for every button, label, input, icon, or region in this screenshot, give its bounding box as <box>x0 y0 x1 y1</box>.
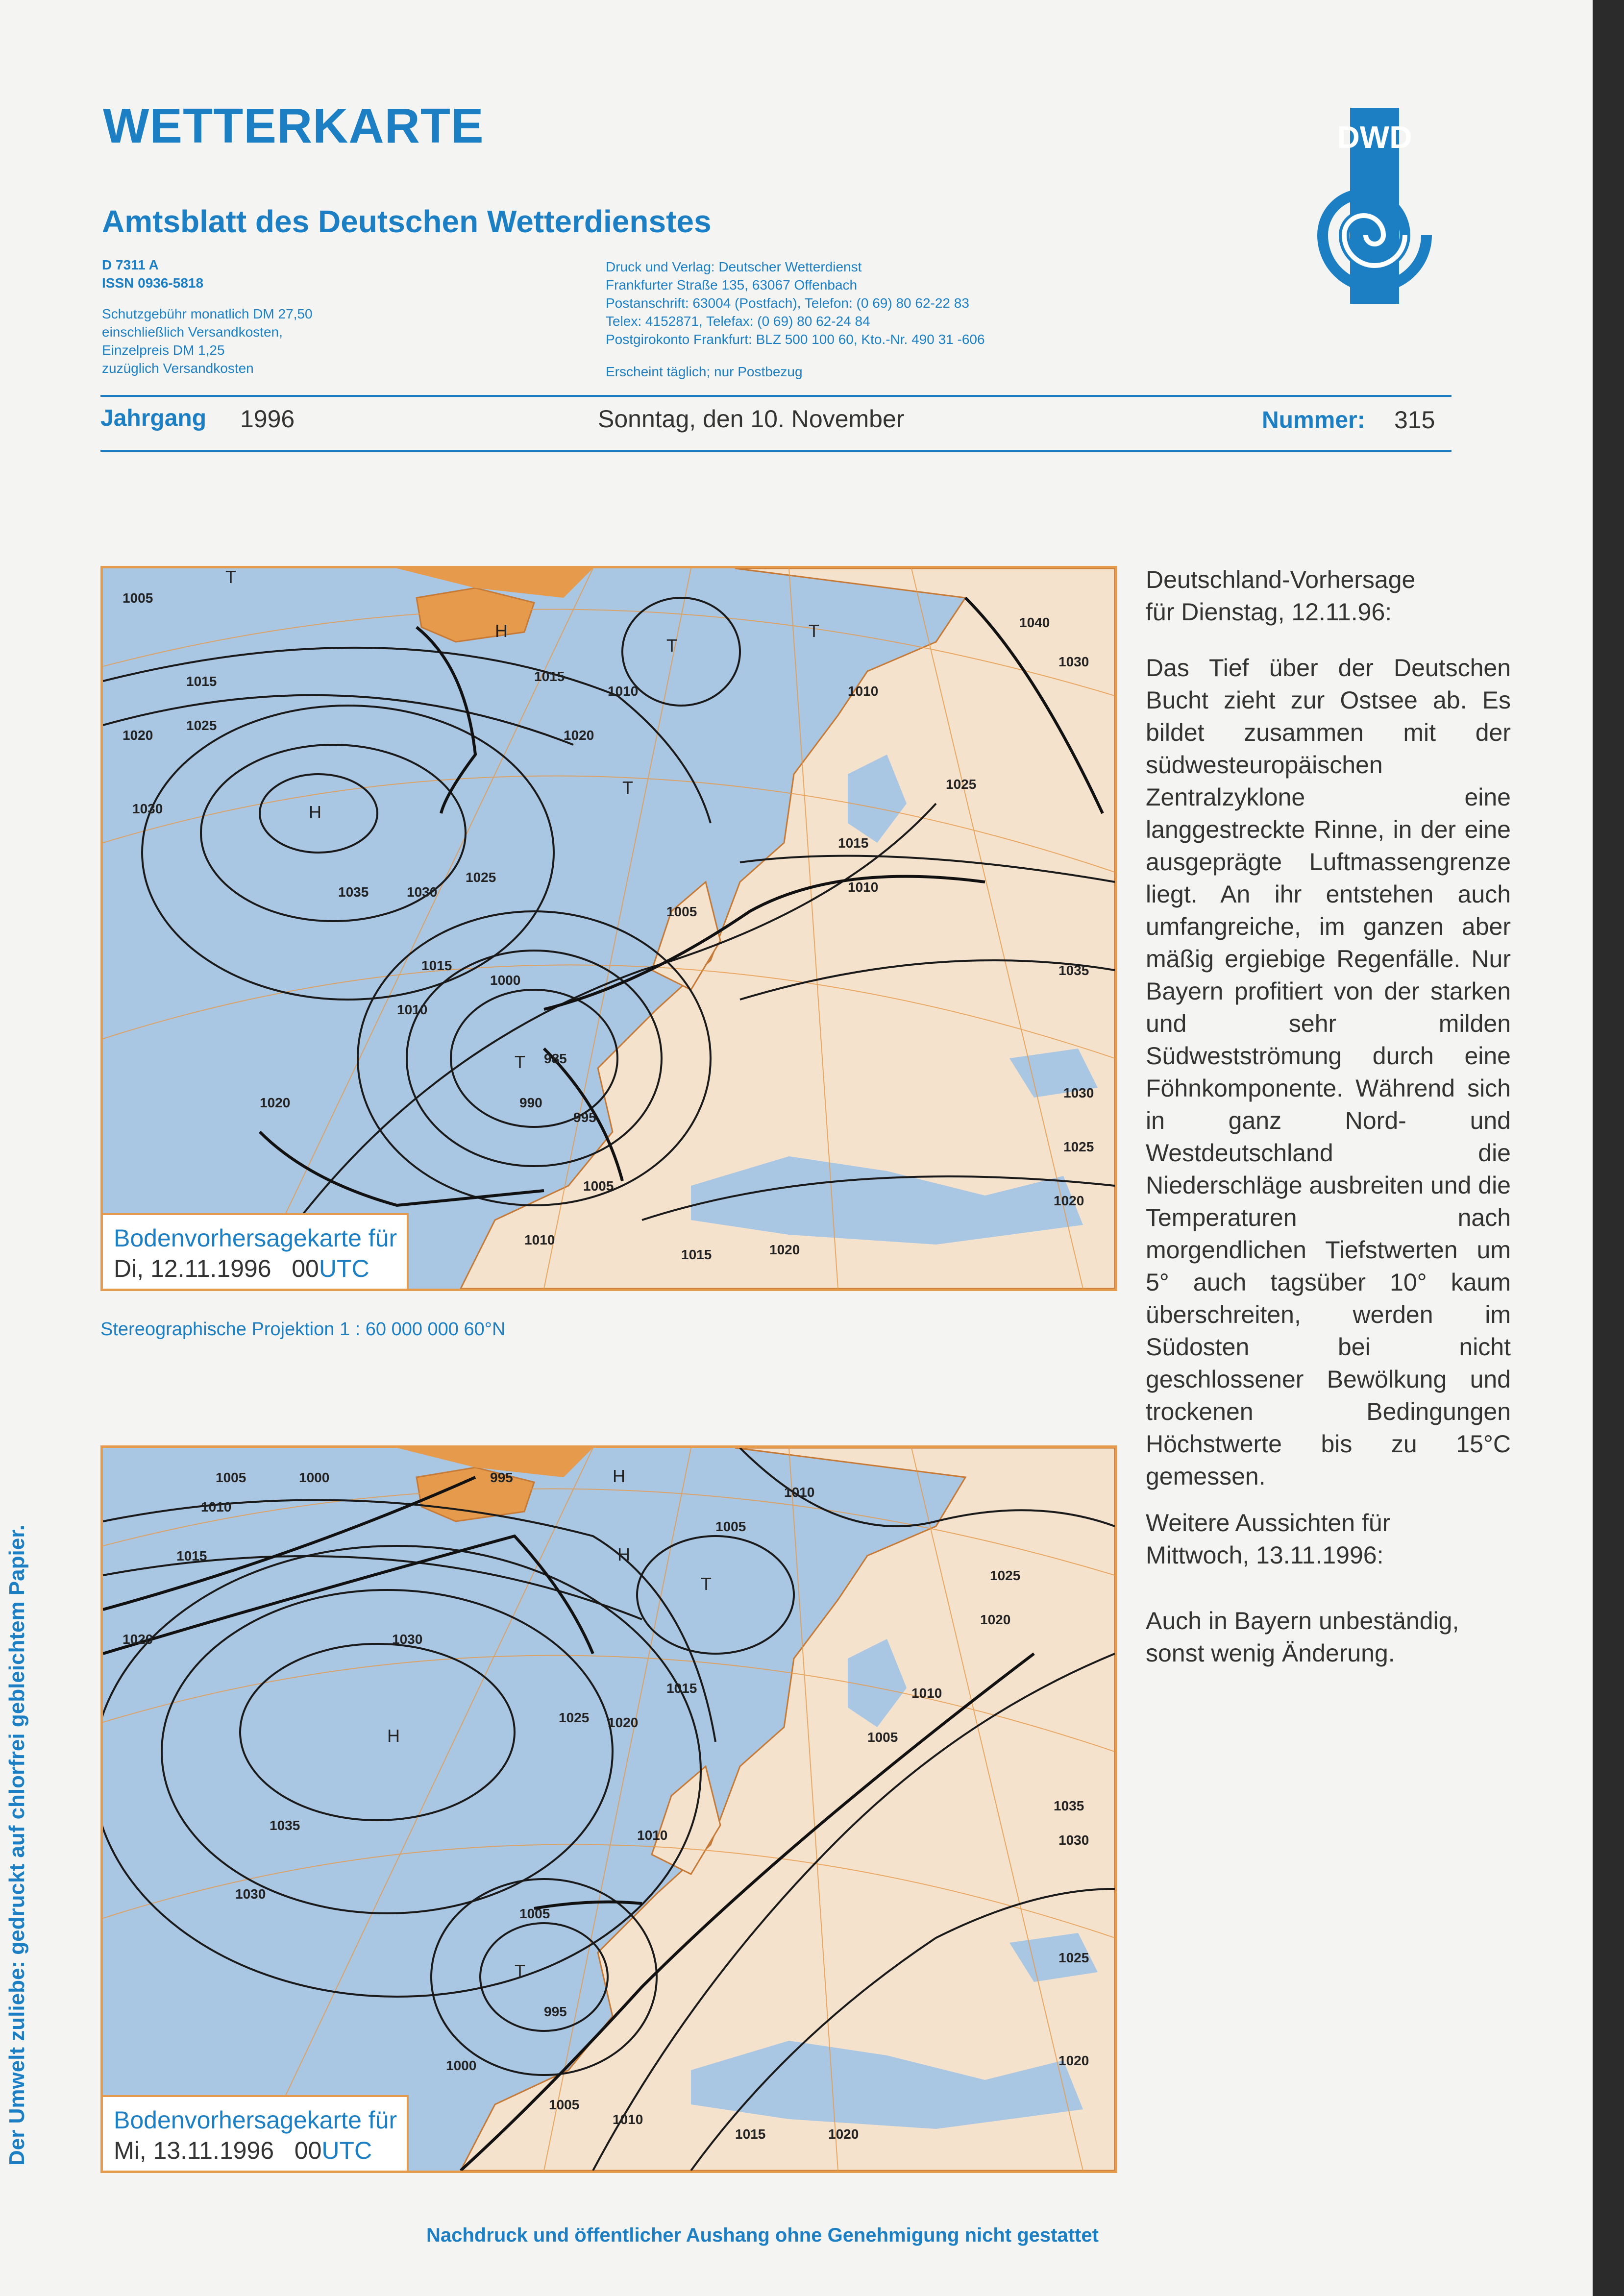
isobar-label: 1030 <box>392 1632 423 1647</box>
isobar-label: 1015 <box>421 958 452 973</box>
map1-graphic <box>103 568 1115 1289</box>
forecast-heading <box>1146 563 1511 628</box>
publisher-line: Postgirokonto Frankfurt: BLZ 500 100 60, Kto.-Nr. 490 31 -606 <box>606 332 985 347</box>
outlook-heading <box>1146 1507 1511 1571</box>
number-value: 315 <box>1394 406 1435 434</box>
copyright-footer: Nachdruck und öffentlicher Aushang ohne Genehmigung nicht gestattet <box>426 2224 1099 2246</box>
isobar-label: 985 <box>544 1051 567 1066</box>
isobar-label: 1025 <box>186 718 217 733</box>
isobar-label: 1025 <box>946 777 977 792</box>
isobar-label: 1010 <box>848 684 879 699</box>
isobar-label: 1020 <box>123 728 153 743</box>
isobar-label: 1010 <box>397 1002 428 1017</box>
low-pressure-label: T <box>225 568 236 587</box>
high-pressure-label: H <box>617 1544 630 1564</box>
isobar-label: 1035 <box>1054 1798 1084 1813</box>
isobar-label: 1025 <box>466 870 496 885</box>
forecast-column <box>1146 563 1511 1492</box>
isobar-label: 1015 <box>186 674 217 689</box>
publisher-line: Telex: 4152871, Telefax: (0 69) 80 62-24 84 <box>606 314 870 329</box>
high-pressure-label: H <box>613 1466 625 1486</box>
low-pressure-label: T <box>515 1961 525 1981</box>
low-pressure-label: T <box>809 621 819 641</box>
header-rule-top <box>100 395 1452 397</box>
forecast-map-tuesday <box>100 566 1117 1291</box>
isobar-label: 1010 <box>608 684 639 699</box>
isobar-label: 1025 <box>559 1710 590 1725</box>
isobar-label: 1025 <box>1063 1139 1094 1154</box>
isobar-label: 1020 <box>1054 1193 1084 1208</box>
isobar-label: 1030 <box>407 884 438 900</box>
isobar-label: 1000 <box>446 2058 477 2073</box>
price-line: Schutzgebühr monatlich DM 27,50 <box>102 306 313 321</box>
outlook-heading-line: Weitere Aussichten für <box>1146 1509 1391 1537</box>
low-pressure-label: T <box>515 1052 525 1072</box>
forecast-text: Das Tief über der Deutschen Bucht zieht zur Ostsee ab. Es bildet zusammen mit der südwesteuropäischen Zentralzyklone eine langgestreckte Rinne, in der eine ausgeprägte Luftmassengrenze liegt. An ihr entstehen auch umfangreiche, im ganzen aber mäßig ergiebige Regenfälle. Nur Bayern profitiert von der starken und sehr milden Südwestströmung durch eine Föhnkomponente. Während sich in ganz Nord- und Westdeutschland die Niederschläge ausbreiten und die Temperaturen nach morgendlichen Tiefstwerten um 5° auch tagsüber 10° kaum überschreiten, werden im Südosten bei nicht geschlossener Bewölkung und trockenen Bedingungen Höchstwerte bis zu 15°C gemessen. <box>1146 654 1511 1490</box>
publication-frequency: Erscheint täglich; nur Postbezug <box>606 364 803 379</box>
isobar-label: 1025 <box>1058 1950 1089 1965</box>
map1-caption <box>103 1213 409 1289</box>
low-pressure-label: T <box>666 635 677 656</box>
isobar-label: 1030 <box>1058 1832 1089 1848</box>
isobar-label: 1010 <box>613 2112 643 2127</box>
ident-number: D 7311 A <box>102 257 159 272</box>
map2-caption-title: Bodenvorhersagekarte für <box>114 2106 397 2134</box>
isobar-label: 1015 <box>735 2126 766 2142</box>
price-info <box>102 305 313 377</box>
publisher-line: Druck und Verlag: Deutscher Wetterdienst <box>606 259 862 274</box>
high-pressure-label: H <box>309 802 321 822</box>
isobar-label: 1005 <box>867 1730 898 1745</box>
isobar-label: 1010 <box>911 1685 942 1701</box>
isobar-label: 1005 <box>583 1178 614 1194</box>
high-pressure-label: H <box>387 1726 400 1746</box>
isobar-label: 1030 <box>132 801 163 816</box>
isobar-label: 1015 <box>176 1548 207 1563</box>
price-line: einschließlich Versandkosten, <box>102 324 283 340</box>
isobar-label: 1030 <box>235 1886 266 1902</box>
isobar-label: 1020 <box>828 2126 859 2142</box>
isobar-label: 1000 <box>299 1470 330 1485</box>
projection-note: Stereographische Projektion 1 : 60 000 000 60°N <box>100 1319 506 1340</box>
isobar-label: 1030 <box>1058 654 1089 669</box>
map2-utc: UTC <box>321 2137 372 2164</box>
isobar-label: 1035 <box>270 1818 300 1833</box>
map1-utc: UTC <box>319 1255 369 1282</box>
isobar-label: 1015 <box>681 1247 712 1262</box>
isobar-label: 1010 <box>637 1828 668 1843</box>
publisher-line: Postanschrift: 63004 (Postfach), Telefon: (0 69) 80 62-22 83 <box>606 295 969 311</box>
publisher-info <box>606 258 985 348</box>
map1-date: Di, 12.11.1996 <box>114 1255 271 1282</box>
forecast-heading-line: für Dienstag, 12.11.96: <box>1146 598 1392 626</box>
isobar-label: 1010 <box>524 1232 555 1247</box>
outlook-heading-line: Mittwoch, 13.11.1996: <box>1146 1541 1384 1569</box>
isobar-label: 1020 <box>608 1715 639 1730</box>
logo-text: DWD <box>1337 120 1412 155</box>
isobar-label: 1040 <box>1019 615 1050 630</box>
isobar-label: 1020 <box>123 1632 153 1647</box>
recycled-paper-note: Der Umwelt zuliebe: gedruckt auf chlorfrei gebleichtem Papier. <box>5 1524 29 2166</box>
map2-caption <box>103 2095 409 2171</box>
low-pressure-label: T <box>701 1574 712 1594</box>
outlook-text: Auch in Bayern unbeständig, sonst wenig Änderung. <box>1146 1607 1459 1667</box>
land-iceland <box>417 588 534 642</box>
isobar-label: 1005 <box>715 1519 746 1534</box>
isobar-label: 1020 <box>769 1242 800 1257</box>
high-pressure-label: H <box>495 621 508 641</box>
isobar-label: 1005 <box>216 1470 246 1485</box>
publisher-line: Frankfurter Straße 135, 63067 Offenbach <box>606 277 858 293</box>
issue-date: Sonntag, den 10. November <box>598 405 905 433</box>
page-title: WETTERKARTE <box>103 98 484 153</box>
map2-date: Mi, 13.11.1996 <box>114 2137 274 2164</box>
forecast-heading-line: Deutschland-Vorhersage <box>1146 566 1416 593</box>
year-value: 1996 <box>240 405 295 433</box>
price-line: Einzelpreis DM 1,25 <box>102 342 225 358</box>
map2-time: 00 <box>294 2137 322 2164</box>
isobar-label: 1030 <box>1063 1085 1094 1100</box>
low-pressure-label: T <box>622 778 633 798</box>
publication-ids <box>102 256 203 292</box>
isobar-label: 1020 <box>980 1612 1011 1627</box>
isobar-label: 1005 <box>123 590 153 606</box>
isobar-label: 1005 <box>549 2097 580 2112</box>
map2-graphic <box>103 1448 1115 2171</box>
isobar-label: 1010 <box>201 1499 232 1514</box>
map1-caption-title: Bodenvorhersagekarte für <box>114 1224 397 1252</box>
isobar-label: 1000 <box>490 973 521 988</box>
isobar-label: 990 <box>519 1095 542 1110</box>
isobar-label: 1035 <box>338 884 369 900</box>
map1-time: 00 <box>292 1255 319 1282</box>
page-subtitle: Amtsblatt des Deutschen Wetterdienstes <box>102 204 712 239</box>
isobar-label: 1035 <box>1058 963 1089 978</box>
map1-caption-date <box>114 1254 397 1283</box>
dwd-logo <box>1296 108 1453 304</box>
forecast-map-wednesday <box>100 1445 1117 2173</box>
isobar-label: 1020 <box>260 1095 291 1110</box>
isobar-label: 1015 <box>666 1681 697 1696</box>
issn-number: ISSN 0936-5818 <box>102 275 204 291</box>
isobar-label: 1005 <box>666 904 697 919</box>
isobar-label: 1010 <box>784 1485 815 1500</box>
isobar-label: 1020 <box>564 728 594 743</box>
isobar-label: 1020 <box>1058 2053 1089 2068</box>
issue-bar <box>100 405 1452 444</box>
isobar-label: 995 <box>544 2004 567 2019</box>
isobar-label: 1010 <box>848 879 879 895</box>
isobar-label: 1025 <box>990 1568 1021 1583</box>
isobar-label: 1005 <box>519 1906 550 1921</box>
price-line: zuzüglich Versandkosten <box>102 361 254 376</box>
isobar-label: 1015 <box>838 835 869 851</box>
isobar-label: 995 <box>490 1470 513 1485</box>
year-label: Jahrgang <box>100 405 207 431</box>
isobar-label: 995 <box>573 1110 596 1125</box>
isobar-label: 1015 <box>534 669 565 684</box>
map2-caption-date <box>114 2136 397 2165</box>
number-label: Nummer: <box>1262 407 1365 433</box>
header-rule-bottom <box>100 450 1452 452</box>
